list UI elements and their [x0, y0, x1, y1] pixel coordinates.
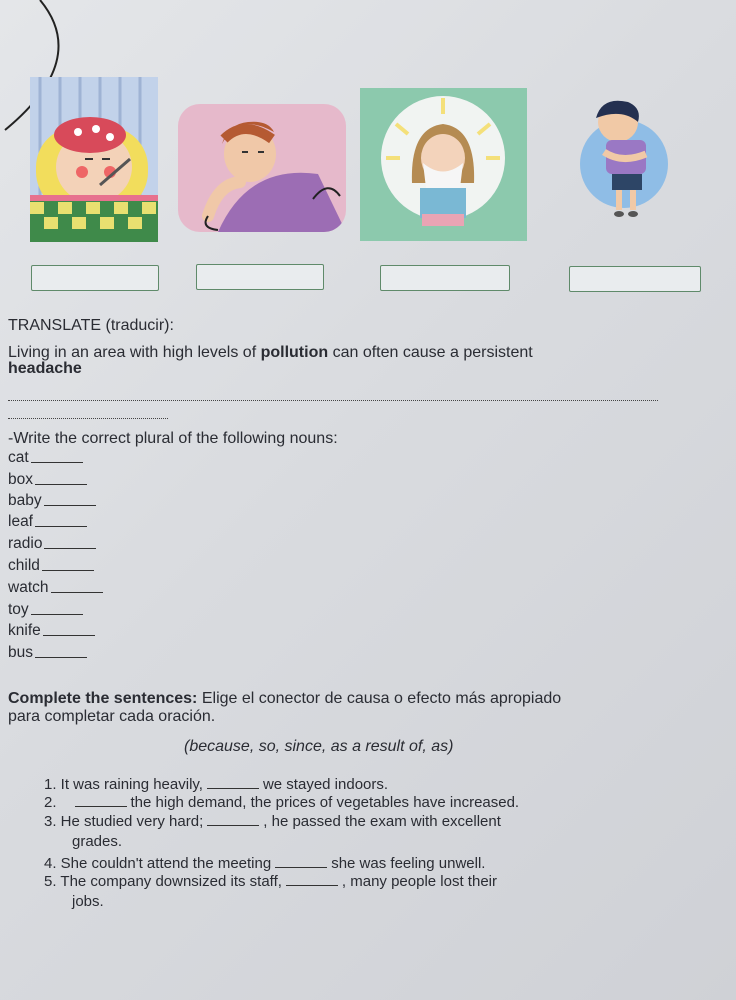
answer-blank[interactable]: [31, 604, 83, 615]
answer-blank[interactable]: [43, 625, 95, 636]
sentence-3-cont: grades.: [72, 833, 123, 850]
answer-blank[interactable]: [44, 495, 96, 506]
translation-answer-line[interactable]: [8, 400, 658, 401]
noun-item: cat: [8, 449, 83, 467]
noun-item: watch: [8, 579, 103, 597]
sentence-blank[interactable]: [275, 855, 327, 868]
girl-sneezing-icon: [360, 88, 527, 241]
translate-sentence: Living in an area with high levels of pollution can often cause a persistent: [8, 344, 533, 361]
answer-blank[interactable]: [35, 474, 87, 485]
noun-item: radio: [8, 535, 96, 553]
sentence-3: 3. He studied very hard; , he passed the exam with excellent: [44, 813, 501, 830]
noun-item: baby: [8, 492, 96, 510]
noun-item: child: [8, 557, 94, 575]
answer-blank[interactable]: [42, 560, 94, 571]
sentence-2: 2. the high demand, the prices of vegetables have increased.: [44, 794, 520, 811]
answer-blank[interactable]: [31, 452, 83, 463]
answer-box-1[interactable]: [31, 265, 159, 291]
sentence-4: 4. She couldn't attend the meeting she was feeling unwell.: [44, 855, 486, 872]
noun-item: toy: [8, 601, 83, 619]
answer-blank[interactable]: [44, 538, 96, 549]
sentence-5-cont: jobs.: [72, 893, 104, 910]
answer-box-3[interactable]: [380, 265, 510, 291]
boy-stomachache-icon: [572, 94, 672, 222]
sentence-5: 5. The company downsized its staff, , many people lost their: [44, 873, 497, 890]
answer-blank[interactable]: [35, 516, 87, 527]
sentence-1: 1. It was raining heavily, we stayed indoors.: [44, 776, 389, 793]
noun-item: box: [8, 471, 87, 489]
answer-blank[interactable]: [35, 647, 87, 658]
complete-heading: Complete the sentences: Elige el conector de causa o efecto más apropiado: [8, 690, 562, 707]
complete-heading-line2: para completar cada oración.: [8, 708, 216, 725]
sentence-blank[interactable]: [286, 873, 338, 886]
connector-options: (because, so, since, as a result of, as): [184, 738, 454, 755]
noun-item: knife: [8, 622, 95, 640]
sick-child-icon: [30, 77, 158, 242]
plurals-instruction: -Write the correct plural of the following nouns:: [8, 430, 338, 447]
boy-coughing-illustration: [178, 104, 346, 232]
noun-item: bus: [8, 644, 87, 662]
translation-answer-line-2[interactable]: [8, 418, 168, 419]
sick-child-illustration: [30, 77, 158, 242]
answer-box-2[interactable]: [196, 264, 324, 290]
noun-item: leaf: [8, 513, 87, 531]
boy-stomachache-illustration: [572, 94, 672, 222]
boy-coughing-icon: [178, 104, 346, 232]
answer-box-4[interactable]: [569, 266, 701, 292]
girl-sneezing-illustration: [360, 88, 527, 241]
sentence-blank[interactable]: [207, 776, 259, 789]
translate-sentence-line2: headache: [8, 360, 82, 377]
sentence-blank[interactable]: [75, 794, 127, 807]
translate-heading: TRANSLATE (traducir):: [8, 317, 174, 334]
sentence-blank[interactable]: [207, 813, 259, 826]
answer-blank[interactable]: [51, 582, 103, 593]
